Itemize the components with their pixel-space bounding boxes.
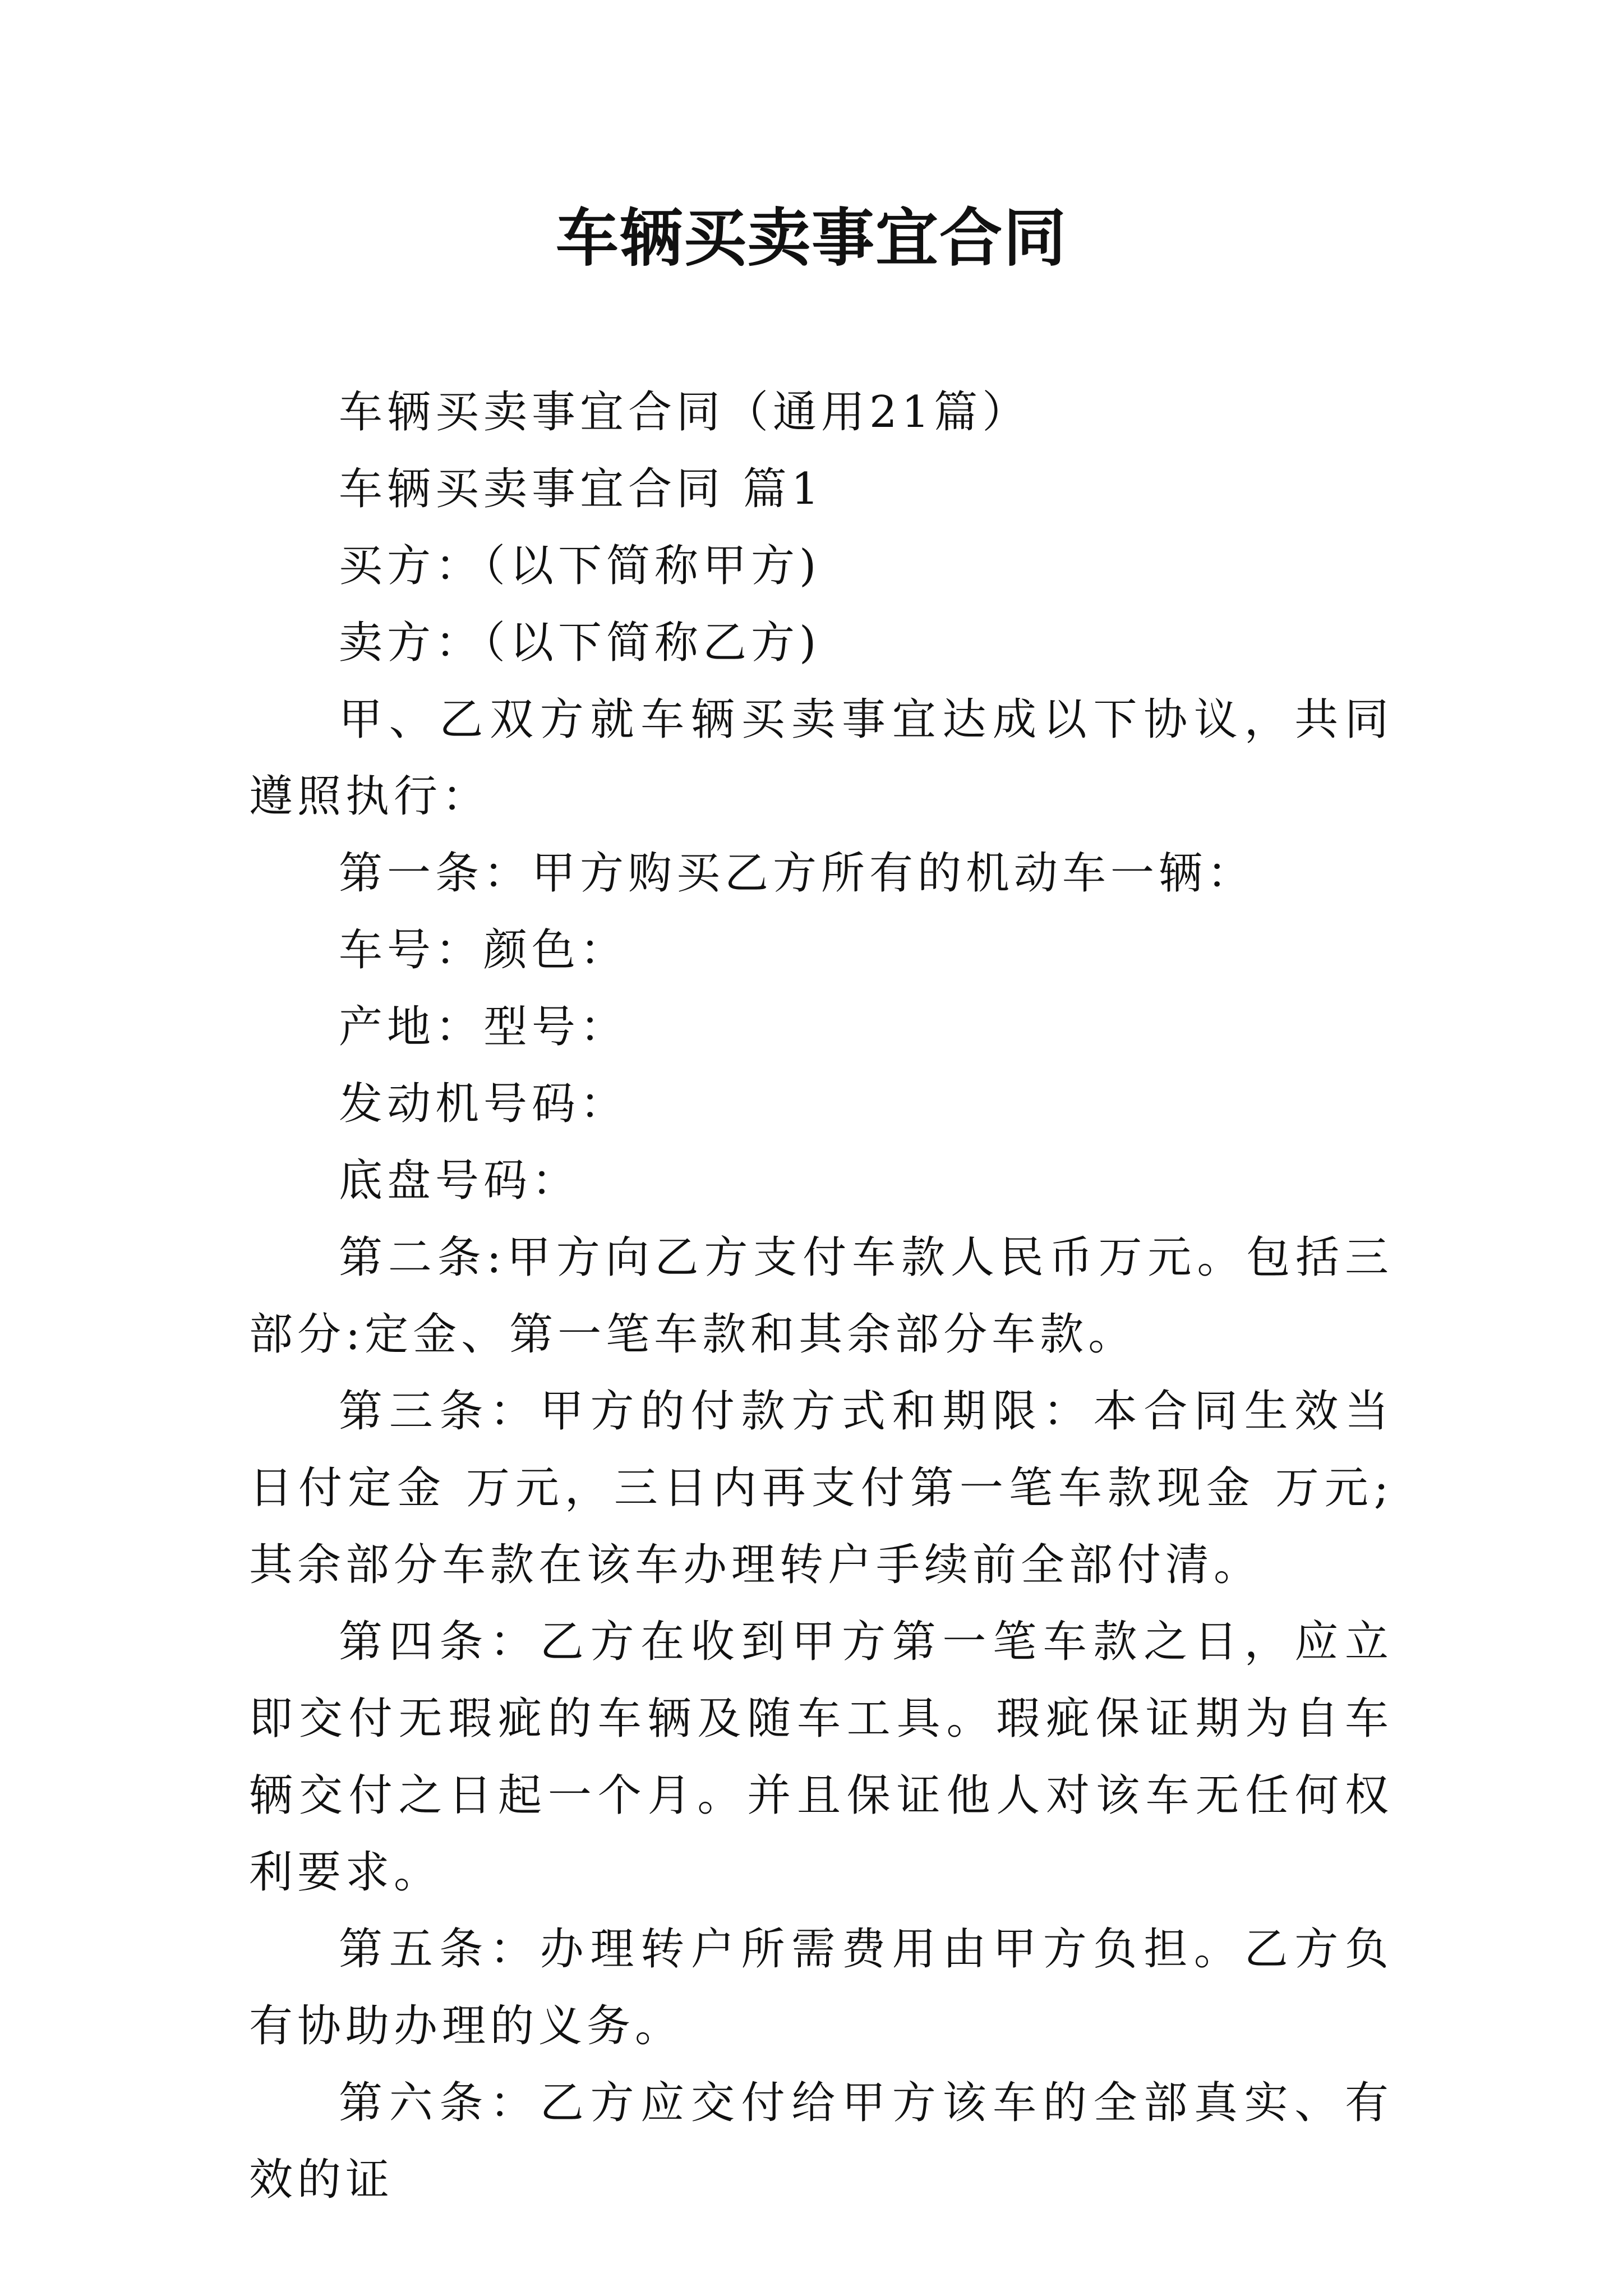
paragraph-article-4: 第四条：乙方在收到甲方第一笔车款之日，应立即交付无瑕疵的车辆及随车工具。瑕疵保证期为自车辆交付之日起一个月。并且保证他人对该车无任何权利要求。 (249, 1617, 1393, 1898)
paragraph-buyer: 买方：（以下简称甲方) (339, 541, 821, 591)
paragraph-article-5: 第五条：办理转户所需费用由甲方负担。乙方负有协助办理的义务。 (249, 1924, 1393, 2051)
paragraph-subtitle: 车辆买卖事宜合同（通用21篇） (339, 387, 1031, 438)
paragraph-chassis-number: 底盘号码： (339, 1156, 580, 1206)
document-title: 车辆买卖事宜合同 (556, 201, 1067, 275)
paragraph-article-3: 第三条：甲方的付款方式和期限：本合同生效当日付定金 万元，三日内再支付第一笔车款现金 万元;其余部分车款在该车办理转户手续前全部付清。 (249, 1386, 1393, 1590)
paragraph-agreement-intro: 甲、乙双方就车辆买卖事宜达成以下协议，共同遵照执行： (249, 694, 1393, 822)
paragraph-engine-number: 发动机号码： (339, 1079, 629, 1129)
document-body (249, 374, 1393, 2219)
paragraph-article-6: 第六条：乙方应交付给甲方该车的全部真实、有效的证 (249, 2078, 1393, 2205)
paragraph-origin-model: 产地：型号： (339, 1002, 629, 1052)
paragraph-plate-color: 车号：颜色： (339, 925, 629, 976)
paragraph-seller: 卖方：（以下简称乙方) (339, 618, 821, 668)
paragraph-article-1: 第一条：甲方购买乙方所有的机动车一辆： (339, 848, 1256, 899)
paragraph-article-2: 第二条:甲方向乙方支付车款人民币万元。包括三部分:定金、第一笔车款和其余部分车款。 (249, 1232, 1393, 1360)
paragraph-section-heading: 车辆买卖事宜合同 篇1 (339, 464, 824, 514)
